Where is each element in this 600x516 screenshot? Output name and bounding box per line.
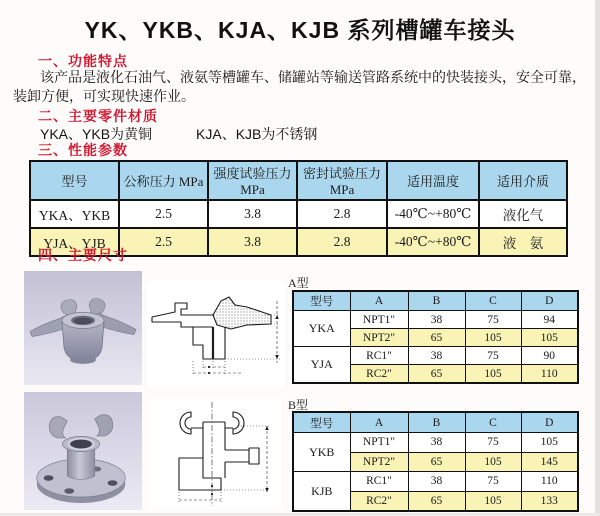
table-row <box>30 200 567 228</box>
perf-cell: 2.5 <box>119 200 208 228</box>
model-cell: YKB <box>293 433 350 472</box>
dim-cell: 94 <box>521 311 578 329</box>
perf-col-seal-test: 密封试验压力MPa <box>297 161 387 200</box>
performance-table <box>29 160 568 257</box>
dim-col-d: D <box>521 412 578 433</box>
perf-cell: 2.8 <box>297 228 387 256</box>
dim-cell: RC1" <box>350 347 408 365</box>
type-b-cross-section-drawing <box>149 398 281 510</box>
perf-cell: 3.8 <box>208 228 297 256</box>
perf-col-nominal-pressure: 公称压力 MPa <box>119 161 208 200</box>
dim-col-d: D <box>521 291 578 311</box>
type-a-dimensions-table <box>292 290 579 384</box>
page-title: YK、YKB、KJA、KJB 系列槽罐车接头 <box>84 17 516 43</box>
performance-header-row <box>30 161 567 200</box>
perf-cell: -40℃~+80℃ <box>387 228 479 256</box>
type-a-cross-section-drawing <box>147 281 285 387</box>
dim-cell: 145 <box>521 452 578 472</box>
dim-cell: 38 <box>408 347 465 365</box>
dim-cell: 38 <box>408 472 465 492</box>
dim-cell: 110 <box>521 472 578 492</box>
section-heading-dimensions: 四、主要尺寸 <box>38 247 128 263</box>
model-cell: YKA <box>293 311 350 347</box>
table-row <box>293 433 578 453</box>
dim-cell: NPT2" <box>350 452 408 472</box>
dim-cell: 105 <box>521 329 578 347</box>
perf-cell: YJA、YJB <box>30 228 119 256</box>
type-a-header-row <box>293 291 578 311</box>
section-heading-performance: 三、性能参数 <box>38 142 128 158</box>
type-a-label: A型 <box>288 276 309 290</box>
dim-cell: 38 <box>408 433 465 453</box>
perf-cell: YKA、YKB <box>30 200 119 228</box>
perf-cell: 2.8 <box>297 200 387 228</box>
dim-col-a: A <box>350 412 408 433</box>
perf-cell: 液 氨 <box>479 228 567 256</box>
dim-cell: RC2" <box>350 491 408 511</box>
dim-col-a: A <box>350 291 408 311</box>
table-row <box>293 347 578 365</box>
dim-col-c: C <box>465 412 521 433</box>
dim-col-b: B <box>408 291 465 311</box>
dim-cell: RC2" <box>350 365 408 384</box>
materials-item-stainless: KJA、KJB为不锈钢 <box>196 126 318 142</box>
features-paragraph: 该产品是液化石油气、液氨等槽罐车、储罐站等输送管路系统中的快装接头，安全可靠，装卸方便，可实现快速作业。 <box>13 69 586 104</box>
dim-cell: 110 <box>521 365 578 384</box>
dim-cell: 105 <box>465 491 521 511</box>
dim-cell: 90 <box>521 347 578 365</box>
perf-col-strength-test: 强度试验压力MPa <box>208 161 297 200</box>
model-cell: YJA <box>293 347 350 384</box>
section-heading-materials: 二、主要零件材质 <box>38 108 158 124</box>
dim-cell: 105 <box>465 365 521 384</box>
type-b-dimensions-table <box>292 411 579 512</box>
model-cell: KJB <box>293 472 350 512</box>
dim-cell: 105 <box>465 452 521 472</box>
type-b-header-row <box>293 412 578 433</box>
dim-cell: RC1" <box>350 472 408 492</box>
dim-cell: 133 <box>521 491 578 511</box>
wing-nut-coupling-photo <box>24 271 142 385</box>
dim-cell: 75 <box>465 311 521 329</box>
dim-cell: 105 <box>521 433 578 453</box>
perf-cell: -40℃~+80℃ <box>387 200 479 228</box>
perf-col-temperature: 适用温度 <box>387 161 479 200</box>
dim-cell: 65 <box>408 452 465 472</box>
flanged-coupling-photo <box>24 392 142 510</box>
dim-col-c: C <box>465 291 521 311</box>
type-b-label: B型 <box>288 398 309 412</box>
dim-cell: 75 <box>465 472 521 492</box>
dim-cell: 75 <box>465 347 521 365</box>
table-row <box>293 472 578 492</box>
dim-cell: 65 <box>408 491 465 511</box>
dim-cell: NPT2" <box>350 329 408 347</box>
dim-cell: 75 <box>465 433 521 453</box>
table-row <box>293 311 578 329</box>
perf-cell: 液化气 <box>479 200 567 228</box>
dim-cell: NPT1" <box>350 311 408 329</box>
dim-cell: NPT1" <box>350 433 408 453</box>
perf-col-model: 型号 <box>30 161 119 200</box>
materials-item-brass: YKA、YKB为黄铜 <box>40 126 153 142</box>
section-heading-features: 一、功能特点 <box>38 53 128 69</box>
dim-col-b: B <box>408 412 465 433</box>
dim-col-model: 型号 <box>293 291 350 311</box>
dim-col-model: 型号 <box>293 412 350 433</box>
perf-cell: 2.5 <box>119 228 208 256</box>
dim-cell: 38 <box>408 311 465 329</box>
dim-cell: 65 <box>408 329 465 347</box>
scan-edge-right <box>595 0 600 516</box>
dim-cell: 105 <box>465 329 521 347</box>
perf-cell: 3.8 <box>208 200 297 228</box>
dim-cell: 65 <box>408 365 465 384</box>
perf-col-medium: 适用介质 <box>479 161 567 200</box>
